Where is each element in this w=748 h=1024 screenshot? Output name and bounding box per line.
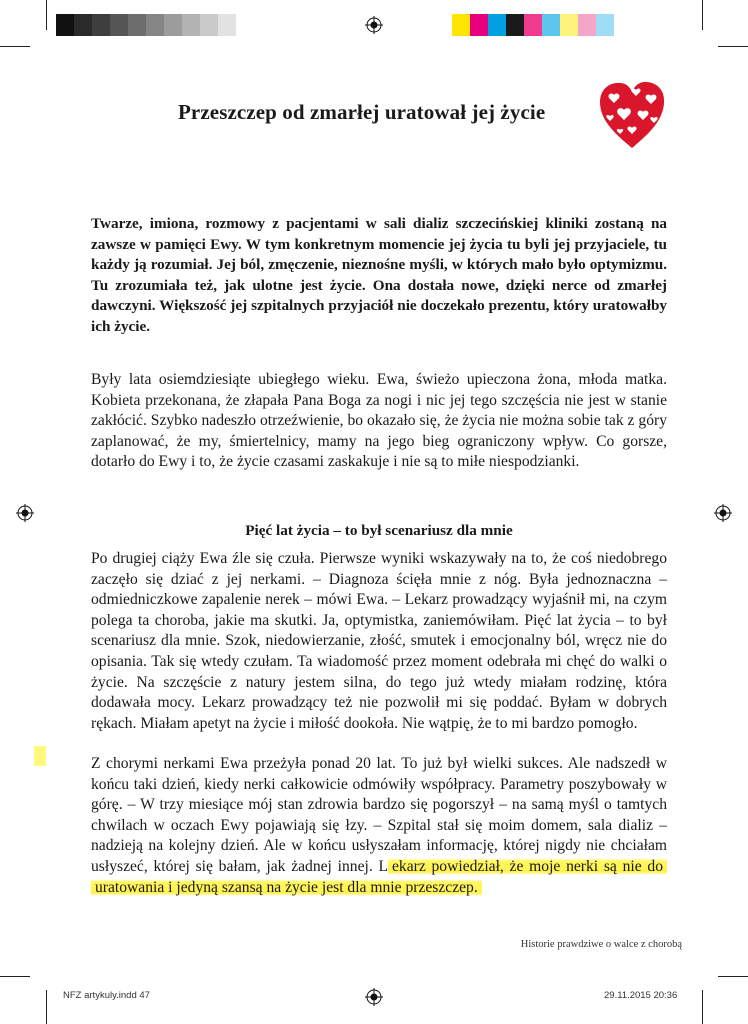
section-subheading: Pięć lat życia – to był scenariusz dla mnie — [245, 522, 513, 539]
registration-mark-icon — [365, 988, 383, 1006]
gray-swatch — [74, 14, 92, 36]
gray-swatch — [164, 14, 182, 36]
crop-mark-top-right-h — [718, 46, 748, 47]
article-header — [0, 78, 748, 158]
crop-mark-bottom-right-h — [718, 976, 748, 977]
registration-mark-icon — [714, 504, 732, 522]
gray-swatch — [182, 14, 200, 36]
paragraph-3-text: Z chorymi nerkami Ewa przeżyła ponad 20 lat. To już był wielki sukces. Ale nadszedł w końcu taki dzień, kiedy nerki całkowicie odmówiły współpracy. Parametry poszybowały w górę. – W trzy miesiące mój stan zdrowia bardzo się pogorszył – na samą myśl o tamtych chwilach w oczach Ewy pojawiają się łzy. – Szpital stał się moim domem, sala dializ – nadzieją na kolejny dzień. Ale w końcu usłyszałam informację, której nigdy nie chciałam usłyszeć, której się bałam, jak żadnej innej. L — [91, 755, 667, 875]
paragraph-3 — [91, 754, 667, 898]
article-lead: Twarze, imiona, rozmowy z pacjentami w sali dializ szczecińskiej kliniki zostaną na zawsze w pamięci Ewy. W tym konkretnym momencie jej życia tu byli jej przyjaciele, tu każdy ją rozumiał. Jej ból, zmęczenie, nieznośne myśli, w których mało było optymizmu. Tu zrozumiała też, jak ulotne jest życie. Ona dostała nowe, dzięki nerce od zmarłej dawczyni. Większość jej szpitalnych przyjaciół nie doczekało prezentu, który uratowałby ich życie. — [91, 215, 667, 335]
gray-swatch — [128, 14, 146, 36]
crop-mark-top-right-v — [702, 0, 703, 30]
color-calibration-bar — [452, 14, 632, 36]
gray-swatch — [146, 14, 164, 36]
crop-mark-top-left-v — [46, 0, 47, 30]
gray-calibration-bar — [56, 14, 236, 36]
crop-mark-bottom-left-v — [46, 990, 47, 1024]
color-swatch — [560, 14, 578, 36]
color-swatch — [578, 14, 596, 36]
color-swatch — [596, 14, 614, 36]
crop-mark-bottom-left-h — [0, 976, 30, 977]
gray-swatch — [218, 14, 236, 36]
gray-swatch — [92, 14, 110, 36]
registration-mark-icon — [16, 504, 34, 522]
gray-swatch — [200, 14, 218, 36]
paragraph-2: Po drugiej ciąży Ewa źle się czuła. Pierwsze wyniki wskazywały na to, że coś niedobrego zaczęło się dziać z jej nerkami. – Diagnoza ścięła mnie z nóg. Była jednoznaczna – odmiedniczkowe zapalenie nerek – mówi Ewa. – Lekarz prowadzący wyjaśnił mi, na czym polega ta choroba, jakie ma skutki. Ja, optymistka, zaniemówiłam. Pięć lat życia – to był scenariusz dla mnie. Szok, niedowierzanie, złość, smutek i emocjonalny ból, wręcz nie do opisania. Tak się wtedy czułam. Ta wiadomość przez moment odebrała mi chęć do walki o życie. Na szczęście z natury jestem silna, do tego już wtedy miałam rodzinę, która dodawała mocy. Lekarz prowadzący też nie pozwolił mi się poddać. Byłam w dobrych rękach. Miałam apetyt na życie i miłość dookoła. Nie wątpię, że to mi bardzo pomogło. — [91, 550, 667, 732]
color-swatch — [524, 14, 542, 36]
color-swatch — [488, 14, 506, 36]
color-swatch — [542, 14, 560, 36]
color-swatch — [614, 14, 632, 36]
heart-with-small-hearts-icon — [596, 78, 668, 152]
gray-swatch — [110, 14, 128, 36]
running-footer: Historie prawdziwe o walce z chorobą — [520, 939, 682, 950]
crop-mark-bottom-right-v — [702, 990, 703, 1024]
registration-mark-icon — [365, 16, 383, 34]
article-title: Przeszczep od zmarłej uratował jej życie — [178, 100, 546, 124]
color-swatch — [506, 14, 524, 36]
print-slug-file: NFZ artykuly.indd 47 — [63, 990, 150, 1001]
paragraph-1: Były lata osiemdziesiąte ubiegłego wieku. Ewa, świeżo upieczona żona, młoda matka. Kobieta przekonana, że złapała Pana Boga za nogi i nic jej tego szczęścia nie jest w stanie zakłócić. Szybko nadeszło otrzeźwienie, bo okazało się, że życia nie można sobie tak z góry zaplanować, że my, śmiertelnicy, mamy na jego bieg ograniczony wpływ. Co gorsze, dotarło do Ewy i to, że życie czasami zaskakuje i nie są to miłe niespodzianki. — [91, 371, 667, 471]
crop-mark-top-left-h — [0, 46, 30, 47]
print-slug-date: 29.11.2015 20:36 — [604, 990, 678, 1001]
gray-swatch — [56, 14, 74, 36]
highlighter-mark — [34, 746, 46, 766]
color-swatch — [452, 14, 470, 36]
color-swatch — [470, 14, 488, 36]
highlighted-text: ekarz powiedział, że moje nerki są nie do uratowania i jedyną szansą na życie jest dla mnie przeszczep. — [91, 858, 667, 896]
